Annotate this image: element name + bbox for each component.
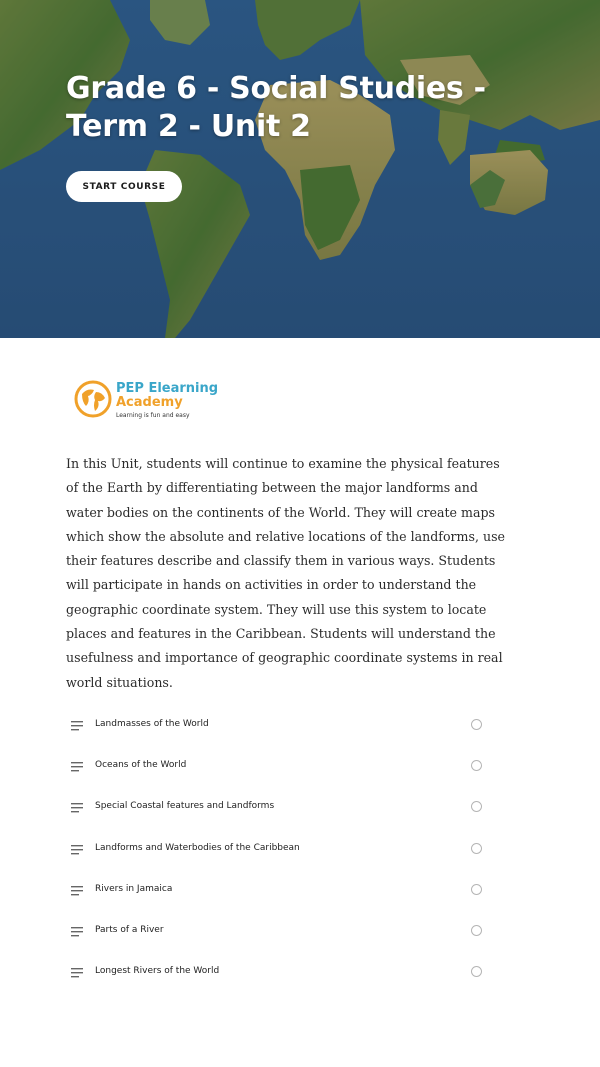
lines-icon: [71, 886, 83, 896]
lesson-item[interactable]: [66, 705, 490, 746]
lesson-item[interactable]: [66, 746, 490, 787]
lesson-item[interactable]: [66, 870, 490, 911]
lesson-title[interactable]: Rivers in Jamaica: [95, 883, 173, 894]
logo-name-line1: PEP Elearning: [116, 381, 219, 396]
lesson-status-icon: [471, 801, 482, 812]
lines-icon: [71, 845, 83, 855]
logo-name-line2: Academy: [116, 395, 183, 410]
lesson-title[interactable]: Landmasses of the World: [95, 719, 209, 729]
lesson-item[interactable]: [66, 787, 490, 828]
lines-icon: [71, 927, 83, 937]
lesson-title[interactable]: Special Coastal features and Landforms: [95, 801, 275, 812]
course-title: Grade 6 - Social Studies - Term 2 - Unit 2: [66, 71, 486, 144]
start-course-button[interactable]: START COURSE: [66, 171, 182, 202]
lesson-item[interactable]: [66, 829, 490, 870]
lesson-title[interactable]: Landforms and Waterbodies of the Caribbean: [95, 842, 300, 853]
logo-tagline: Learning is fun and easy: [116, 412, 190, 419]
lesson-status-icon: [471, 884, 482, 895]
lines-icon: [71, 803, 83, 813]
lesson-title[interactable]: Longest Rivers of the World: [95, 966, 220, 977]
course-description: In this Unit, students will continue to examine the physical features of the Earth by differentiating between the major landforms and water bodies on the continents of the World. They will create maps which show the absolute and relative locations of the landforms, use their features describe and classify them in various ways. Students will participate in hands on activities in order to understand the geographic coordinate system. They will use this system to locate places and features in the Caribbean. Students will understand the usefulness and importance of geographic coordinate systems in real world situations.: [66, 456, 505, 690]
lesson-item[interactable]: [66, 952, 490, 993]
hero-banner: [0, 0, 600, 338]
lesson-status-icon: [471, 966, 482, 977]
world-map-image: [0, 0, 600, 338]
lesson-status-icon: [471, 719, 482, 730]
lesson-list: [66, 705, 490, 993]
lesson-title[interactable]: Parts of a River: [95, 924, 164, 935]
lesson-title[interactable]: Oceans of the World: [95, 760, 187, 771]
lesson-status-icon: [471, 760, 482, 771]
academy-logo: [74, 378, 234, 424]
lesson-status-icon: [471, 925, 482, 936]
globe-icon: [74, 380, 112, 418]
lines-icon: [71, 721, 83, 731]
lesson-status-icon: [471, 843, 482, 854]
lines-icon: [71, 968, 83, 978]
lesson-item[interactable]: [66, 911, 490, 952]
lines-icon: [71, 762, 83, 772]
